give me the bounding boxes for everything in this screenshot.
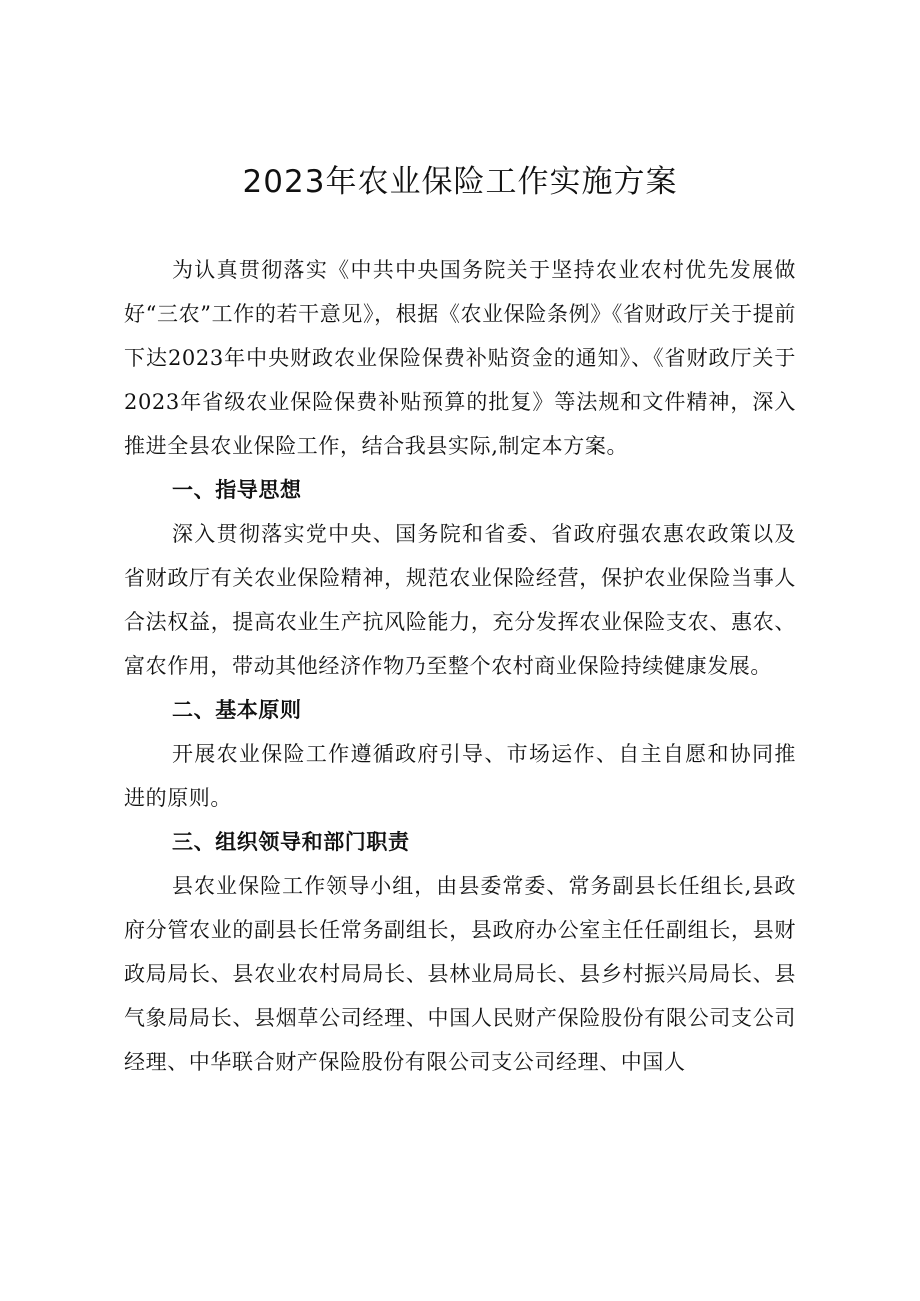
section-text-organization: 县农业保险工作领导小组，由县委常委、常务副县长任组长,县政府分管农业的副县长任常务副组长，县政府办公室主任任副组长，县财政局局长、县农业农村局局长、县林业局局长、县乡村振兴局局长、县气象局局长、县烟草公司经理、中国人民财产保险股份有限公司支公司经理、中华联合财产保险股份有限公司支公司经理、中国人 — [124, 874, 796, 1074]
section-text-guiding-ideology: 深入贯彻落实党中央、国务院和省委、省政府强农惠农政策以及省财政厅有关农业保险精神，规范农业保险经营，保护农业保险当事人合法权益，提高农业生产抗风险能力，充分发挥农业保险支农、惠农、富农作用，带动其他经济作物乃至整个农村商业保险持续健康发展。 — [124, 522, 796, 678]
intro-paragraph: 为认真贯彻落实《中共中央国务院关于坚持农业农村优先发展做好“三农”工作的若干意见》，根据《农业保险条例》《省财政厅关于提前下达2023年中央财政农业保险保费补贴资金的通知》、《省财政厅关于2023年省级农业保险保费补贴预算的批复》等法规和文件精神，深入推进全县农业保险工作，结合我县实际,制定本方案。 — [124, 258, 796, 458]
section-heading-basic-principles: 二、基本原则 — [172, 698, 302, 722]
section-text-basic-principles: 开展农业保险工作遵循政府引导、市场运作、自主自愿和协同推进的原则。 — [124, 742, 796, 810]
document-title: 2023年农业保险工作实施方案 — [242, 164, 678, 200]
section-heading-organization: 三、组织领导和部门职责 — [172, 830, 410, 854]
section-heading-guiding-ideology: 一、指导思想 — [172, 478, 302, 502]
document-body — [124, 248, 796, 1084]
